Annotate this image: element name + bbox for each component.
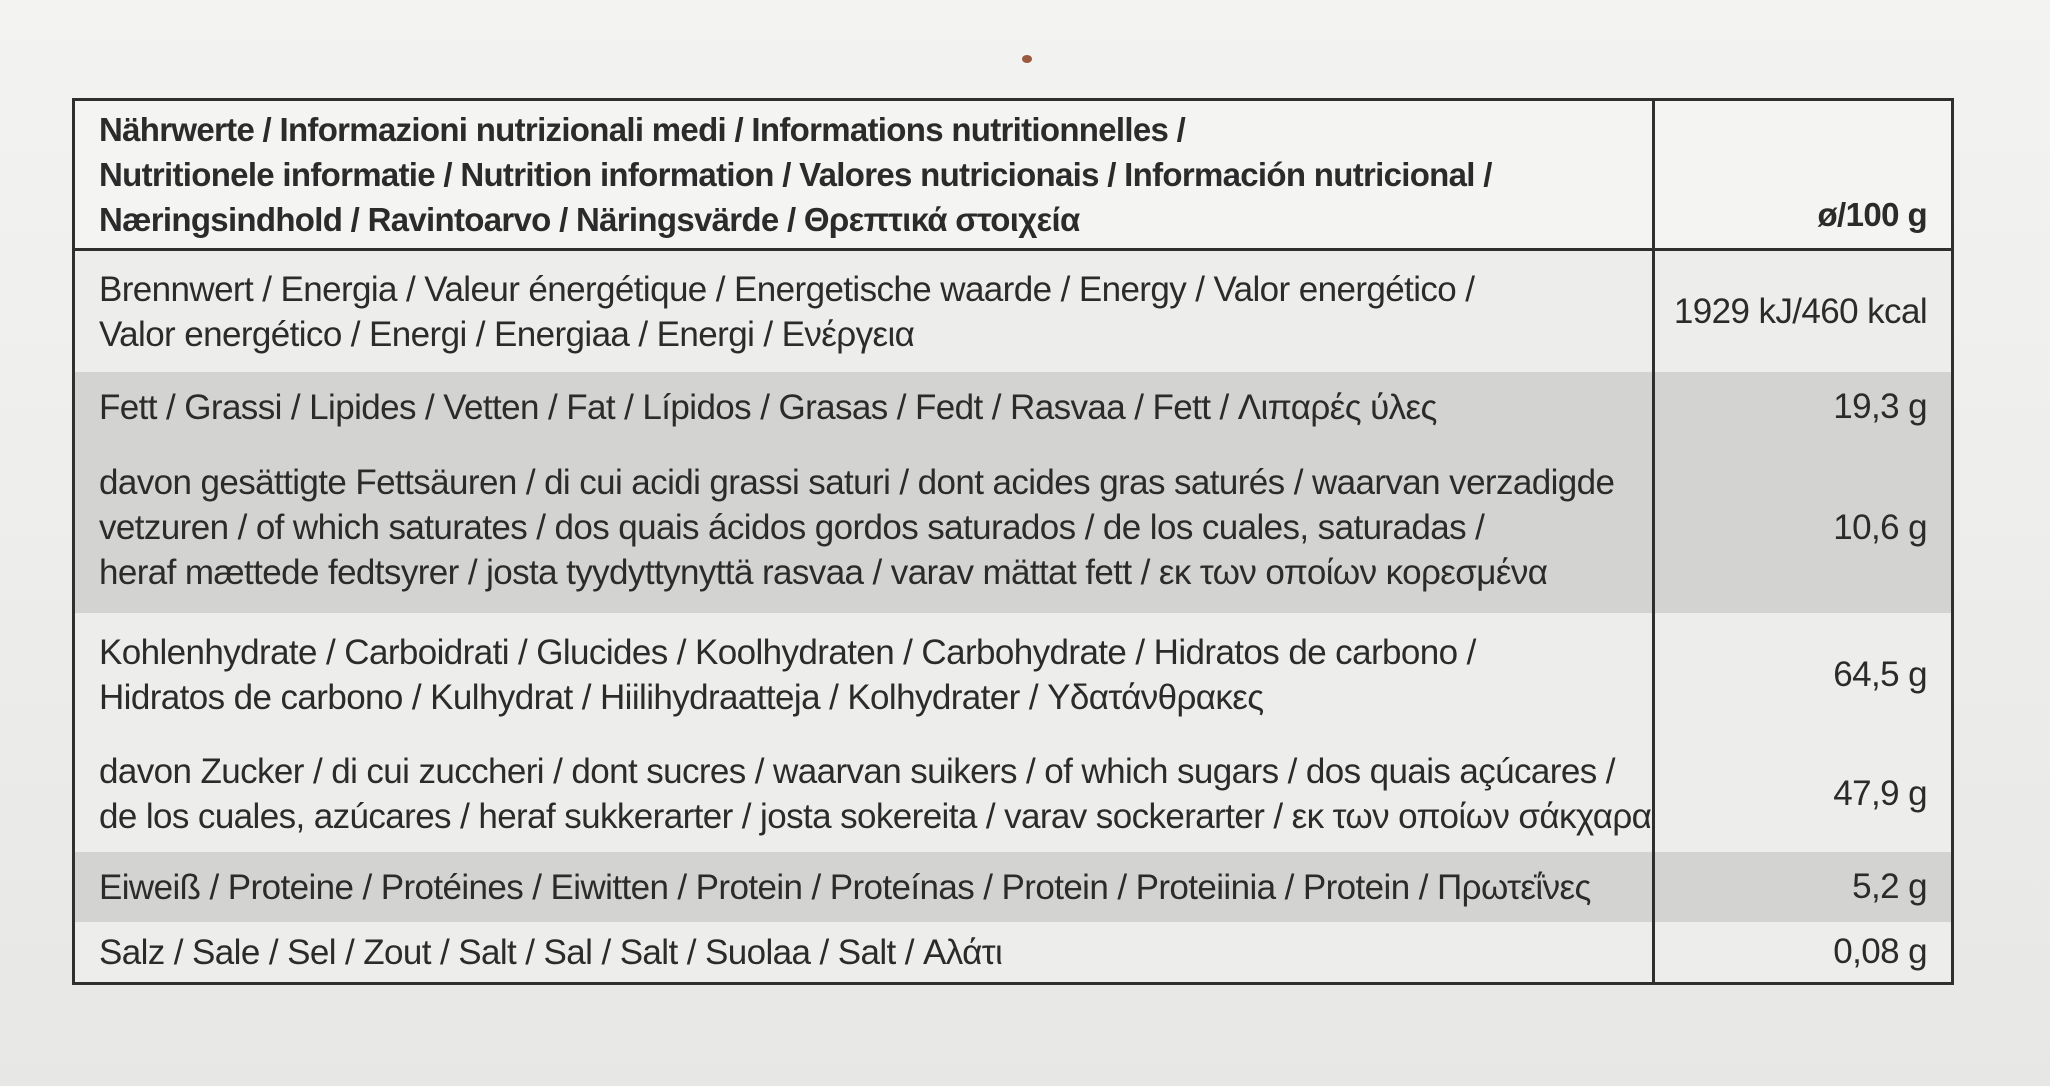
row-fat-label: [75, 372, 1652, 442]
row-sugars-value: 47,9 g: [1652, 736, 1951, 852]
row-protein-label: [75, 852, 1652, 922]
row-salt-value: 0,08 g: [1652, 922, 1951, 982]
label-line: vetzuren / of which saturates / dos quais ácidos gordos saturados / de los cuales, saturadas /: [99, 508, 1485, 547]
label-line: davon Zucker / di cui zuccheri / dont sucres / waarvan suikers / of which sugars / dos quais açúcares /: [99, 752, 1615, 791]
table-header-label: [75, 101, 1652, 251]
label-line: davon gesättigte Fettsäuren / di cui acidi grassi saturi / dont acides gras saturés / waarvan verzadigde: [99, 463, 1615, 502]
label-line: Valor energético / Energi / Energiaa / Energi / Ενέργεια: [99, 314, 915, 354]
label-line: Kohlenhydrate / Carboidrati / Glucides / Koolhydraten / Carbohydrate / Hidratos de carbono /: [99, 632, 1476, 672]
header-line: Nutritionele informatie / Nutrition information / Valores nutricionais / Información nutricional /: [99, 156, 1492, 193]
row-fat-value: 19,3 g: [1652, 372, 1951, 442]
label-line: Eiweiß / Proteine / Protéines / Eiwitten / Protein / Proteínas / Protein / Proteiinia / Protein / Πρωτεΐνες: [99, 867, 1591, 907]
header-line: Nährwerte / Informazioni nutrizionali medi / Informations nutritionnelles /: [99, 111, 1186, 148]
row-carbohydrate-label: [75, 613, 1652, 736]
label-line: Salz / Sale / Sel / Zout / Salt / Sal / Salt / Suolaa / Salt / Αλάτι: [99, 932, 1003, 972]
row-energy-label: [75, 251, 1652, 372]
row-energy-value: 1929 kJ/460 kcal: [1652, 251, 1951, 372]
row-saturates-value: 10,6 g: [1652, 442, 1951, 613]
row-sugars-label: [75, 736, 1652, 852]
label-line: Fett / Grassi / Lipides / Vetten / Fat / Lípidos / Grasas / Fedt / Rasvaa / Fett / Λιπαρές ύλες: [99, 387, 1437, 427]
row-salt-label: [75, 922, 1652, 982]
row-carbohydrate-value: 64,5 g: [1652, 613, 1951, 736]
label-line: Brennwert / Energia / Valeur énergétique / Energetische waarde / Energy / Valor energético /: [99, 269, 1475, 309]
per-100g-header: ø/100 g: [1652, 101, 1951, 251]
label-line: heraf mættede fedtsyrer / josta tyydyttynyttä rasvaa / varav mättat fett / εκ των οποίων κορεσμένα: [99, 553, 1548, 592]
header-line: Næringsindhold / Ravintoarvo / Näringsvärde / Θρεπτικά στοιχεία: [99, 201, 1080, 238]
label-line: Hidratos de carbono / Kulhydrat / Hiilihydraatteja / Kolhydrater / Υδατάνθρακες: [99, 677, 1264, 717]
paper-speck: [1022, 55, 1032, 63]
row-protein-value: 5,2 g: [1652, 852, 1951, 922]
label-line: de los cuales, azúcares / heraf sukkerarter / josta sokereita / varav sockerarter / εκ των οποίων σάκχαρα: [99, 797, 1652, 836]
nutrition-table: [72, 98, 1954, 985]
row-saturates-label: [75, 442, 1652, 613]
